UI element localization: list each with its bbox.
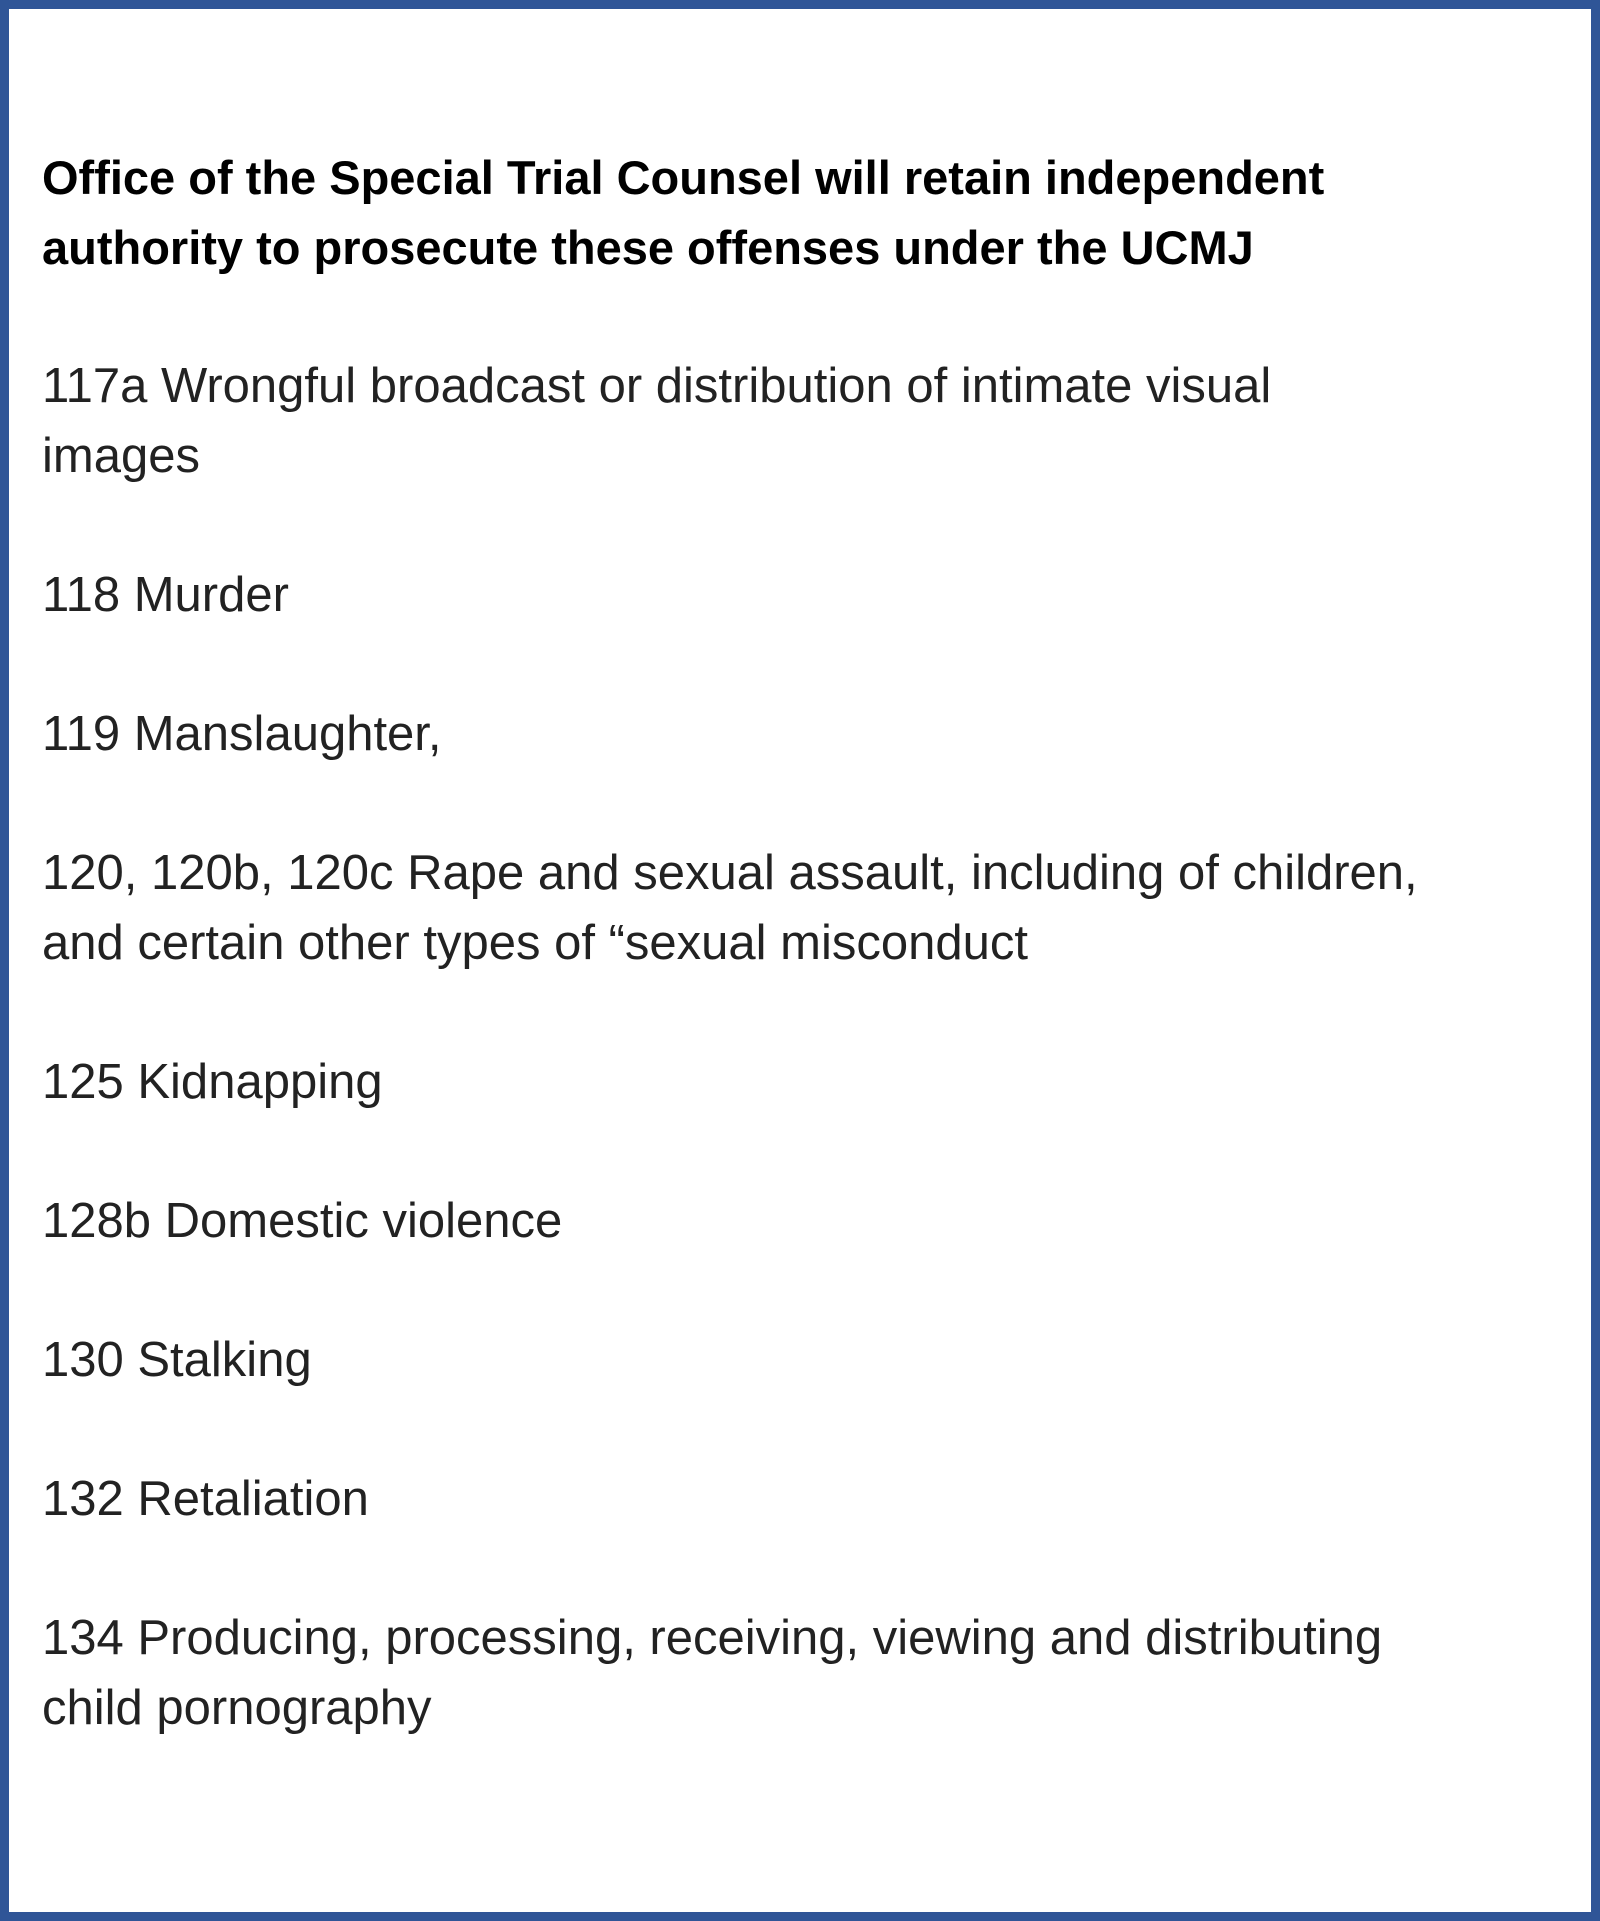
heading-line: authority to prosecute these offenses under the UCMJ (42, 221, 1254, 274)
offense-item-125 (42, 1047, 1582, 1117)
offense-text: 134 Producing, processing, receiving, viewing and distributing (42, 1611, 1383, 1665)
offense-text: 119 Manslaughter, (42, 707, 442, 761)
document-content (42, 143, 1582, 1743)
offense-text: 130 Stalking (42, 1333, 312, 1387)
offense-item-118 (42, 560, 1582, 630)
heading-line: Office of the Special Trial Counsel will retain independent (42, 151, 1325, 204)
offense-text: 118 Murder (42, 568, 289, 622)
offense-text: 117a Wrongful broadcast or distribution of intimate visual (42, 359, 1272, 413)
offense-text: 132 Retaliation (42, 1472, 369, 1526)
offense-list (42, 351, 1582, 1743)
offense-item-134 (42, 1603, 1582, 1743)
offense-text: and certain other types of “sexual misconduct (42, 916, 1028, 970)
offense-item-132 (42, 1464, 1582, 1534)
heading (42, 143, 1582, 283)
offense-text: child pornography (42, 1681, 432, 1735)
offense-text: 120, 120b, 120c Rape and sexual assault, including of children, (42, 846, 1418, 900)
offense-text: 128b Domestic violence (42, 1194, 563, 1248)
offense-item-117a (42, 351, 1582, 491)
offense-text: images (42, 429, 200, 483)
offense-item-120 (42, 838, 1582, 978)
offense-item-130 (42, 1325, 1582, 1395)
offense-item-128b (42, 1186, 1582, 1256)
offense-text: 125 Kidnapping (42, 1055, 383, 1109)
offense-item-119 (42, 699, 1582, 769)
